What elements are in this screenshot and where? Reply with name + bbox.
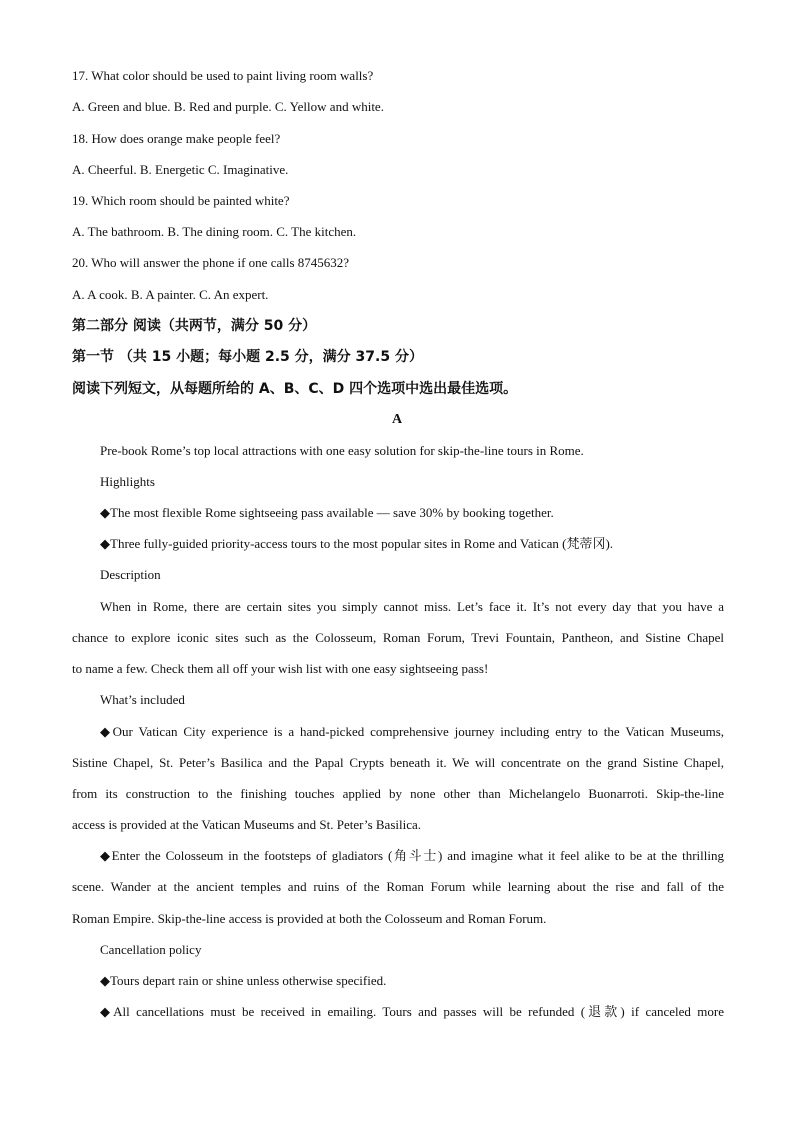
question-19: 19. Which room should be painted white? xyxy=(72,193,290,208)
colosseum-paragraph-line: Roman Empire. Skip-the-line access is provided at both the Colosseum and Roman Forum. xyxy=(72,911,547,926)
cancellation-item: ◆Tours depart rain or shine unless otherwise specified. xyxy=(100,973,387,988)
highlight-item: ◆The most flexible Rome sightseeing pass available — save 30% by booking together. xyxy=(100,505,554,520)
description-paragraph-line: to name a few. Check them all off your wish list with one easy sightseeing pass! xyxy=(72,661,489,676)
colosseum-paragraph-line: scene. Wander at the ancient temples and ruins of the Roman Forum while learning about the rise and fall of the xyxy=(72,879,724,894)
included-heading: What’s included xyxy=(100,692,185,707)
question-18: 18. How does orange make people feel? xyxy=(72,131,281,146)
cancellation-item: ◆All cancellations must be received in emailing. Tours and passes will be refunded (退款) if canceled more xyxy=(100,1004,724,1019)
question-17: 17. What color should be used to paint living room walls? xyxy=(72,68,374,83)
question-20-options: A. A cook. B. A painter. C. An expert. xyxy=(72,287,269,302)
highlights-heading: Highlights xyxy=(100,474,155,489)
description-paragraph-line: When in Rome, there are certain sites you simply cannot miss. Let’s face it. It’s not every day that you have a xyxy=(100,599,724,614)
description-paragraph-line: chance to explore iconic sites such as the Colosseum, Roman Forum, Trevi Fountain, Pantheon, and Sistine Chapel xyxy=(72,630,724,645)
vatican-paragraph-line: ◆Our Vatican City experience is a hand-picked comprehensive journey including entry to the Vatican Museums, xyxy=(100,724,724,739)
vatican-paragraph-line: Sistine Chapel, St. Peter’s Basilica and the Papal Crypts beneath it. We will concentrate on the grand Sistine Chapel, xyxy=(72,755,724,770)
part-title: 第二部分 阅读（共两节，满分 50 分） xyxy=(72,318,317,334)
cancellation-heading: Cancellation policy xyxy=(100,942,202,957)
description-heading: Description xyxy=(100,567,161,582)
vatican-paragraph-line: from its construction to the finishing touches applied by none other than Michelangelo Buonarroti. Skip-the-line xyxy=(72,786,724,801)
passage-intro: Pre-book Rome’s top local attractions with one easy solution for skip-the-line tours in Rome. xyxy=(100,443,584,458)
colosseum-paragraph-line: ◆Enter the Colosseum in the footsteps of gladiators (角斗士) and imagine what it feel alike to be at the thrilling xyxy=(100,848,724,863)
reading-instruction: 阅读下列短文，从每题所给的 A、B、C、D 四个选项中选出最佳选项。 xyxy=(72,381,518,397)
question-20: 20. Who will answer the phone if one calls 8745632? xyxy=(72,255,350,270)
question-18-options: A. Cheerful. B. Energetic C. Imaginative. xyxy=(72,162,289,177)
vatican-paragraph-line: access is provided at the Vatican Museums and St. Peter’s Basilica. xyxy=(72,817,422,832)
subsection-title: 第一节 （共 15 小题；每小题 2.5 分，满分 37.5 分） xyxy=(72,349,423,365)
question-19-options: A. The bathroom. B. The dining room. C. The kitchen. xyxy=(72,224,357,239)
passage-label: A xyxy=(391,412,403,427)
highlight-item: ◆Three fully-guided priority-access tours to the most popular sites in Rome and Vatican (梵蒂冈). xyxy=(100,536,614,551)
question-17-options: A. Green and blue. B. Red and purple. C. Yellow and white. xyxy=(72,99,384,114)
